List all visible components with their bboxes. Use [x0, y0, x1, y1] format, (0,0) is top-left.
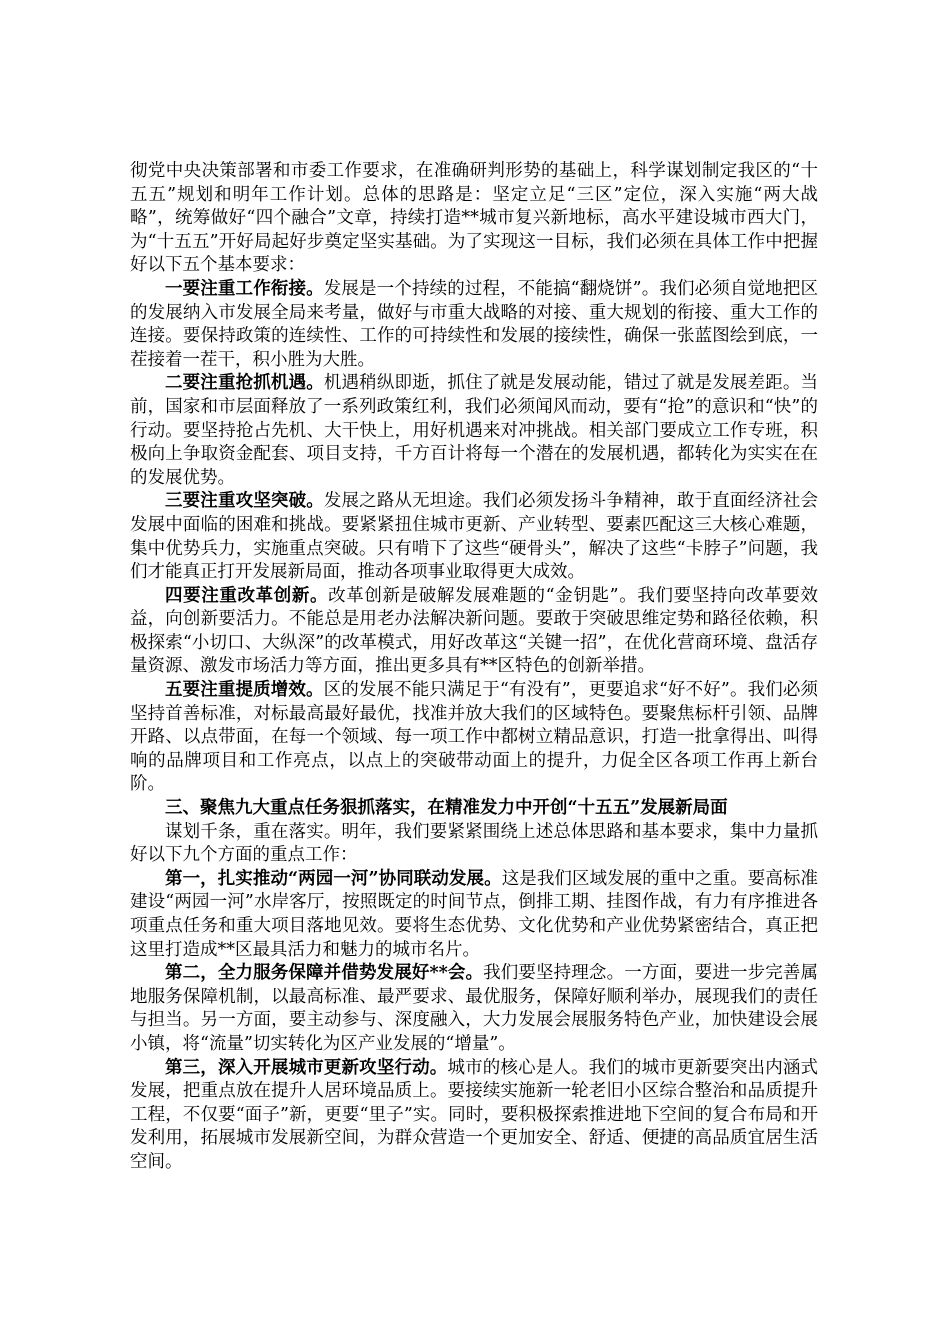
requirement-paragraph-4 [130, 585, 818, 679]
requirement-body-2: 机遇稍纵即逝，抓住了就是发展动能，错过了就是发展差距。当前，国家和市层面释放了一系列政策红利，我们必须闻风而动，要有“抢”的意识和“快”的行动。要坚持抢占先机、大干快上，用好机遇来对冲挑战。相关部门要成立工作专班，积极向上争取资金配套、项目支持，千方百计将每一个潜在的发展机遇，都转化为实实在在的发展优势。 [130, 373, 818, 488]
requirement-body-4: 改革创新是破解发展难题的“金钥匙”。我们要坚持向改革要效益，向创新要活力。不能总是用老办法解决新问题。要敢于突破思维定势和路径依赖，积极探索“小切口、大纵深”的改革模式，用好改革这“关键一招”，在优化营商环境、盘活存量资源、激发市场活力等方面，推出更多具有**区特色的创新举措。 [130, 585, 818, 677]
intro-paragraph: 彻党中央决策部署和市委工作要求，在准确研判形势的基础上，科学谋划制定我区的“十五五”规划和明年工作计划。总体的思路是：坚定立足“三区”定位，深入实施“两大战略”，统筹做好“四个融合”文章，持续打造**城市复兴新地标，高水平建设城市西大门，为“十五五”开好局起好步奠定坚实基础。为了实现这一目标，我们必须在具体工作中把握好以下五个基本要求： [130, 161, 818, 276]
requirement-paragraph-1 [130, 278, 818, 372]
requirement-paragraph-2 [130, 372, 818, 490]
requirement-body-3: 发展之路从无坦途。我们必须发扬斗争精神，敢于直面经济社会发展中面临的困难和挑战。要紧紧扭住城市更新、产业转型、要素匹配这三大核心难题，集中优势兵力，实施重点突破。只有啃下了这些“硬骨头”，解决了这些“卡脖子”问题，我们才能真正打开发展新局面，推动各项事业取得更大成效。 [130, 491, 818, 583]
requirement-lead-3: 三要注重攻坚突破。 [165, 491, 324, 512]
section-heading: 三、聚焦九大重点任务狠抓落实，在精准发力中开创“十五五”发展新局面 [165, 798, 728, 819]
task-body-3: 城市的核心是人。我们的城市更新要突出内涵式发展，把重点放在提升人居环境品质上。要接续实施新一轮老旧小区综合整治和品质提升工程，不仅要“面子”新，更要“里子”实。同时，要积极探索推进地下空间的复合布局和开发利用，拓展城市发展新空间，为群众营造一个更加安全、舒适、便捷的高品质宜居生活空间。 [130, 1057, 819, 1172]
task-body-1: 这是我们区域发展的重中之重。要高标准建设“两园一河”水岸客厅，按照既定的时间节点，倒排工期、挂图作战，有力有序推进各项重点任务和重大项目落地见效。要将生态优势、文化优势和产业优势紧密结合，真正把这里打造成**区最具活力和魅力的城市名片。 [130, 868, 819, 960]
requirement-paragraph-5 [130, 679, 818, 797]
requirement-paragraph-3 [130, 490, 818, 584]
task-lead-3: 第三，深入开展城市更新攻坚行动。 [165, 1057, 448, 1078]
document-page [130, 160, 818, 1175]
requirement-lead-5: 五要注重提质增效。 [165, 680, 324, 701]
task-body-2: 我们要坚持理念。一方面，要进一步完善属地服务保障机制，以最高标准、最严要求、最优服务，保障好顺利举办，展现我们的责任与担当。另一方面，要主动参与、深度融入，大力发展会展服务特色产业，加快建设会展小镇，将“流量”切实转化为区产业发展的“增量”。 [130, 963, 818, 1054]
task-paragraph-2 [130, 962, 818, 1056]
task-lead-1: 第一，扎实推动“两园一河”协同联动发展。 [165, 868, 502, 889]
requirement-lead-2: 二要注重抢抓机遇。 [165, 373, 324, 394]
section-intro-paragraph: 谋划千条，重在落实。明年，我们要紧紧围绕上述总体思路和基本要求，集中力量抓好以下九个方面的重点工作： [130, 821, 818, 866]
task-paragraph-1 [130, 868, 818, 962]
requirement-lead-4: 四要注重改革创新。 [165, 585, 329, 606]
requirement-body-1: 发展是一个持续的过程，不能搞“翻烧饼”。我们必须自觉地把区的发展纳入市发展全局来考量，做好与市重大战略的对接、重大规划的衔接、重大工作的连接。要保持政策的连续性、工作的可持续性和发展的接续性，确保一张蓝图绘到底，一茬接着一茬干，积小胜为大胜。 [130, 278, 818, 370]
task-lead-2: 第二，全力服务保障并借势发展好**会。 [165, 963, 484, 984]
task-paragraph-3 [130, 1057, 818, 1175]
requirement-body-5: 区的发展不能只满足于“有没有”，更要追求“好不好”。我们必须坚持首善标准，对标最高最好最优，找准并放大我们的区域特色。要聚焦标杆引领、品牌开路、以点带面，在每一个领域、每一项工作中都树立精品意识，打造一批拿得出、叫得响的品牌项目和工作亮点，以点上的突破带动面上的提升，力促全区各项工作再上新台阶。 [130, 680, 818, 795]
requirement-lead-1: 一要注重工作衔接。 [165, 278, 324, 299]
